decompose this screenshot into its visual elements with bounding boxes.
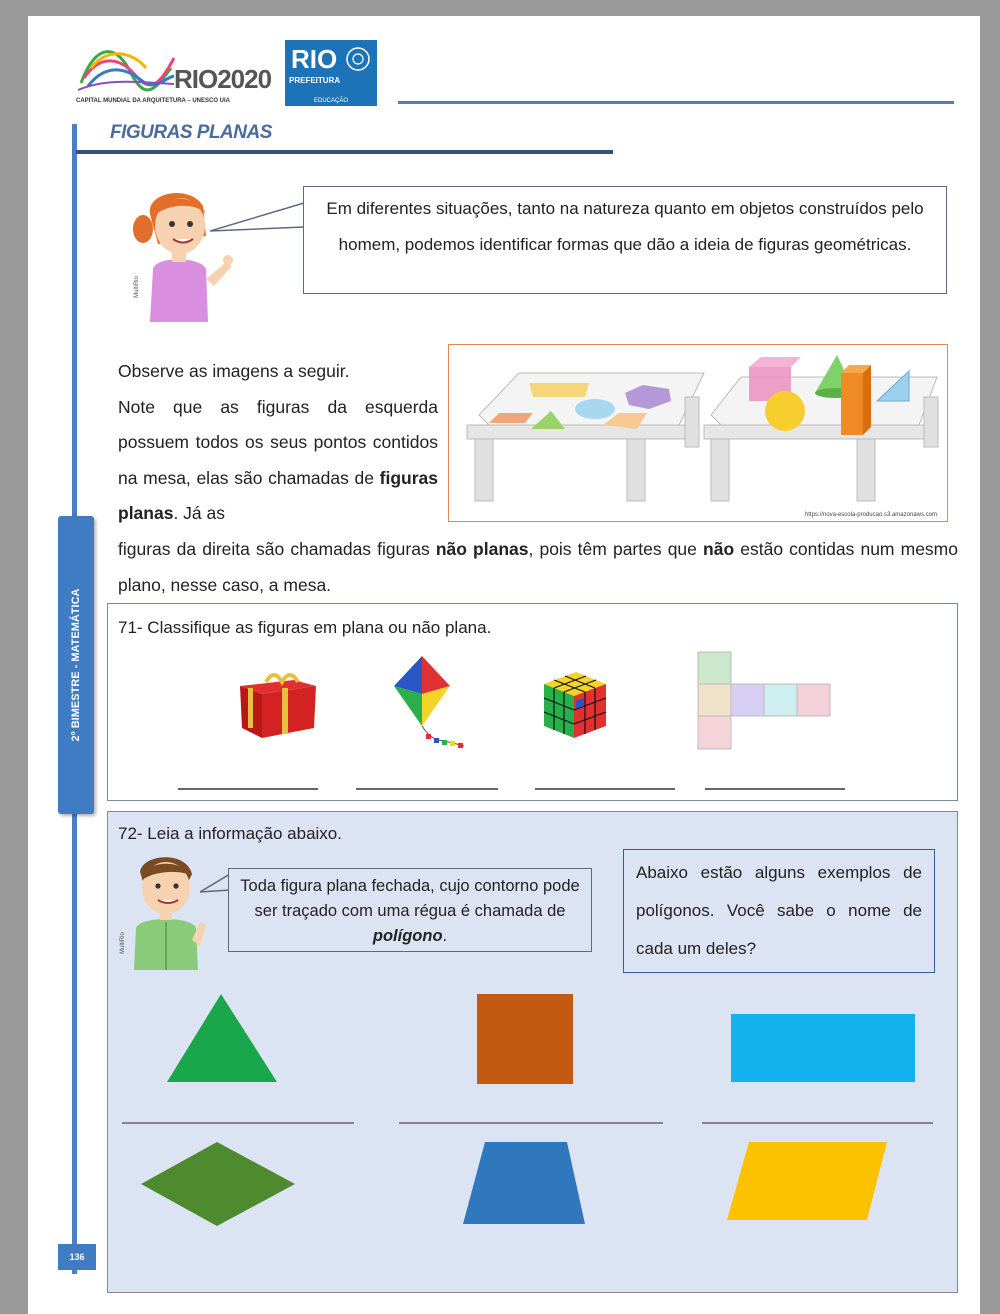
rubiks-cube-icon	[540, 668, 610, 742]
rio2020-waves-icon	[76, 38, 176, 96]
rhombus-shape	[141, 1142, 295, 1226]
polygon-shapes	[107, 976, 958, 1236]
city-seal-icon	[345, 46, 371, 72]
prefeitura-rio-text: RIO	[291, 44, 338, 74]
parallelogram-shape	[727, 1142, 887, 1220]
bold-poligono: polígono	[372, 927, 443, 945]
square-shape	[477, 994, 573, 1084]
answer-blank[interactable]	[705, 788, 845, 790]
polygon-speech-bubble	[228, 868, 592, 952]
observe-line1: Observe as imagens a seguir.	[118, 361, 350, 381]
character-credit: MultiRio	[133, 276, 140, 298]
rio2020-wordmark: RIO2020	[174, 64, 272, 94]
question-72-label: 72- Leia a informação abaixo.	[118, 824, 342, 843]
cube-net-icon	[696, 650, 832, 752]
cont-prefix: figuras da direita são chamadas figuras	[118, 539, 436, 559]
trapezoid-shape	[463, 1142, 585, 1224]
prefeitura-dept-text: EDUCAÇÃO	[313, 98, 348, 104]
gift-box-icon	[236, 666, 320, 742]
boy-character-icon	[126, 850, 208, 972]
kite-icon	[390, 654, 470, 754]
bold-nao: não	[703, 539, 735, 559]
worksheet-page	[28, 16, 980, 1314]
speech-suffix: .	[442, 927, 448, 945]
answer-blank[interactable]	[178, 788, 318, 790]
prefeitura-logo	[285, 40, 377, 106]
speech-pointer-icon	[200, 872, 230, 898]
rio2020-tagline: CAPITAL MUNDIAL DA ARQUITETURA – UNESCO UIA	[76, 98, 231, 104]
bold-nao-planas: não planas	[435, 539, 529, 559]
cont-suffix: estão contidas num mesmo plano, nesse caso, a mesa.	[118, 539, 958, 595]
cont-mid: , pois têm partes que	[528, 539, 704, 559]
tables-drawing-icon	[449, 345, 946, 505]
rectangle-shape	[731, 1014, 915, 1082]
polygon-info-box: Abaixo estão alguns exemplos de polígonos. Você sabe o nome de cada um deles?	[623, 849, 935, 973]
prefeitura-sub-text: PREFEITURA	[289, 76, 341, 85]
side-tab	[58, 516, 94, 814]
image-source-url: https://nova-escola-producao.s3.amazonaws.com	[804, 512, 937, 518]
speech-pointer-icon	[210, 201, 306, 241]
observe-line2-suffix: . Já as	[173, 503, 226, 523]
bold-figuras-planas: figuras planas	[118, 467, 438, 523]
answer-blank[interactable]	[356, 788, 498, 790]
rio2020-logo	[76, 38, 272, 108]
question-71-box	[107, 603, 958, 801]
header-divider	[398, 101, 954, 104]
observe-line2: Note que as figuras da esquerda possuem todos os seus pontos contidos na mesa, elas são chamadas de	[118, 396, 438, 488]
page-title: FIGURAS PLANAS	[110, 122, 272, 143]
tables-illustration	[448, 344, 948, 522]
observe-continuation	[118, 532, 958, 603]
observe-paragraph	[118, 354, 438, 532]
answer-blank[interactable]	[535, 788, 675, 790]
boy-character-credit: MultiRio	[119, 932, 126, 954]
speech-text: Toda figura plana fechada, cujo contorno pode ser traçado com uma régua é chamada de	[240, 877, 580, 920]
side-tab-label: 2º BIMESTRE - MATEMÁTICA	[70, 588, 82, 742]
title-underline	[76, 150, 613, 154]
intro-speech-bubble: Em diferentes situações, tanto na natureza quanto em objetos construídos pelo homem, podemos identificar formas que dão a ideia de figuras geométricas.	[303, 186, 947, 294]
question-71-label: 71- Classifique as figuras em plana ou não plana.	[118, 618, 492, 637]
triangle-shape	[167, 994, 277, 1082]
page-number: 136	[58, 1244, 96, 1270]
